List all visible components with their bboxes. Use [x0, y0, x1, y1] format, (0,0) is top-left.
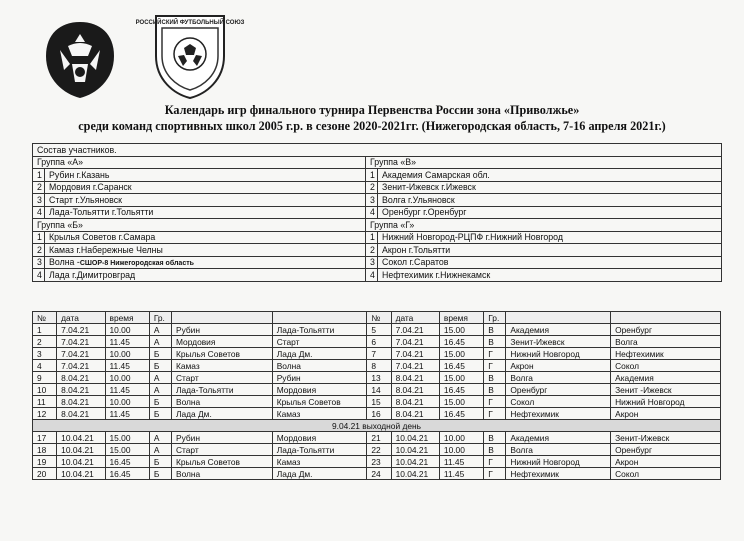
team-note: СШОР-8 Нижегородская область [79, 260, 194, 268]
schedule-cell: 10.04.21 [57, 432, 105, 444]
schedule-cell: В [484, 336, 506, 348]
schedule-cell: 10.04.21 [57, 468, 105, 480]
schedule-cell: В [484, 444, 506, 456]
schedule-cell: 8 [367, 360, 391, 372]
schedule-cell: Лада-Тольятти [171, 384, 272, 396]
schedule-cell: Нефтехимик [506, 408, 611, 420]
schedule-cell: Оренбург [611, 324, 721, 336]
emblem-text: РОССИЙСКИЙ ФУТБОЛЬНЫЙ СОЮЗ [135, 20, 245, 26]
schedule-cell: 10.00 [105, 348, 149, 360]
schedule-cell: Б [149, 408, 171, 420]
schedule-cell: Крылья Советов [171, 456, 272, 468]
team-name: Оренбург г.Оренбург [378, 206, 722, 219]
schedule-cell: 15.00 [439, 348, 483, 360]
team-name: Лада-Тольятти г.Тольятти [45, 206, 366, 219]
schedule-cell: 15.00 [105, 444, 149, 456]
schedule-cell: А [149, 372, 171, 384]
schedule-cell: Оренбург [506, 384, 611, 396]
schedule-cell: 8.04.21 [57, 372, 105, 384]
schedule-cell: 23 [367, 456, 391, 468]
schedule-cell: Мордовия [171, 336, 272, 348]
schedule-cell: 9 [33, 372, 57, 384]
schedule-row [33, 468, 721, 480]
schedule-cell: дата [57, 312, 105, 324]
schedule-cell: 15 [367, 396, 391, 408]
schedule-cell: 1 [33, 324, 57, 336]
schedule-cell: 16.45 [439, 408, 483, 420]
schedule-cell: Лада Дм. [171, 408, 272, 420]
football-union-emblem-icon [135, 6, 245, 100]
schedule-cell: 4 [33, 360, 57, 372]
schedule-cell: Сокол [611, 360, 721, 372]
schedule-cell: 16 [367, 408, 391, 420]
team-name: Старт г.Ульяновск [45, 194, 366, 207]
schedule-cell: Волга [506, 372, 611, 384]
schedule-cell: 7.04.21 [57, 348, 105, 360]
schedule-cell: Волна [171, 396, 272, 408]
schedule-row [33, 408, 721, 420]
schedule-table [32, 311, 721, 480]
schedule-row [33, 360, 721, 372]
team-name: Лада г.Димитровград [45, 269, 366, 282]
schedule-cell: А [149, 432, 171, 444]
schedule-cell: Г [484, 348, 506, 360]
schedule-cell: Крылья Советов [272, 396, 367, 408]
schedule-cell: 11.45 [439, 456, 483, 468]
team-name: Мордовия г.Саранск [45, 181, 366, 194]
schedule-cell: время [105, 312, 149, 324]
schedule-cell: 13 [367, 372, 391, 384]
schedule-row [33, 456, 721, 468]
schedule-cell: Сокол [611, 468, 721, 480]
schedule-cell: Зенит-Ижевск [506, 336, 611, 348]
team-name: Волга г.Ульяновск [378, 194, 722, 207]
schedule-cell: 8.04.21 [57, 408, 105, 420]
schedule-row [33, 396, 721, 408]
schedule-cell: 10.04.21 [57, 444, 105, 456]
team-name: Зенит-Ижевск г.Ижевск [378, 181, 722, 194]
schedule-cell: 19 [33, 456, 57, 468]
schedule-cell: 2 [33, 336, 57, 348]
schedule-cell: 16.45 [439, 384, 483, 396]
schedule-cell: 8.04.21 [391, 372, 439, 384]
schedule-row [33, 324, 721, 336]
schedule-row [33, 444, 721, 456]
team-name: Камаз г.Набережные Челны [45, 244, 366, 257]
team-cell [45, 256, 366, 269]
schedule-cell: 11 [33, 396, 57, 408]
schedule-cell [272, 312, 367, 324]
schedule-cell: В [484, 324, 506, 336]
participants-heading: Состав участников. [33, 144, 722, 157]
schedule-cell: 8.04.21 [57, 384, 105, 396]
schedule-cell: 6 [367, 336, 391, 348]
schedule-cell: 18 [33, 444, 57, 456]
schedule-cell: 10.00 [439, 444, 483, 456]
schedule-cell: Старт [171, 372, 272, 384]
schedule-cell: Рубин [272, 372, 367, 384]
schedule-cell [611, 312, 721, 324]
schedule-cell: Лада Дм. [272, 348, 367, 360]
schedule-cell: 7.04.21 [57, 360, 105, 372]
schedule-cell: 7.04.21 [391, 360, 439, 372]
schedule-cell: Нижний Новгород [506, 456, 611, 468]
schedule-cell: Сокол [506, 396, 611, 408]
schedule-cell: 11.45 [105, 384, 149, 396]
schedule-cell: 21 [367, 432, 391, 444]
schedule-cell: Академия [611, 372, 721, 384]
rest-day-row [33, 420, 721, 432]
schedule-cell: Старт [272, 336, 367, 348]
eagle-emblem-icon [42, 20, 118, 100]
schedule-cell: 14 [367, 384, 391, 396]
schedule-cell: 11.45 [439, 468, 483, 480]
schedule-cell: Академия [506, 432, 611, 444]
schedule-cell: Г [484, 396, 506, 408]
schedule-cell: 10.00 [105, 396, 149, 408]
schedule-cell: Б [149, 456, 171, 468]
schedule-cell: А [149, 324, 171, 336]
schedule-cell: 10.00 [105, 372, 149, 384]
schedule-cell: 16.45 [439, 336, 483, 348]
schedule-cell: 3 [33, 348, 57, 360]
schedule-cell: 7.04.21 [57, 336, 105, 348]
schedule-cell: 16.45 [439, 360, 483, 372]
schedule-cell: Камаз [171, 360, 272, 372]
schedule-cell: дата [391, 312, 439, 324]
schedule-cell: А [149, 444, 171, 456]
schedule-cell: 10 [33, 384, 57, 396]
schedule-cell: 11.45 [105, 336, 149, 348]
schedule-cell: Лада Дм. [272, 468, 367, 480]
schedule-cell: Зенит-Ижевск [611, 432, 721, 444]
schedule-row [33, 372, 721, 384]
schedule-cell: Б [149, 468, 171, 480]
schedule-cell: Волна [272, 360, 367, 372]
schedule-cell: Лада-Тольятти [272, 324, 367, 336]
schedule-cell: Мордовия [272, 432, 367, 444]
schedule-cell: 16.45 [105, 456, 149, 468]
schedule-row [33, 336, 721, 348]
schedule-header-row [33, 312, 721, 324]
schedule-cell: 10.04.21 [391, 456, 439, 468]
schedule-cell: 8.04.21 [391, 408, 439, 420]
team-name: Акрон г.Тольятти [378, 244, 722, 257]
schedule-cell: А [149, 336, 171, 348]
schedule-cell: 16.45 [105, 468, 149, 480]
schedule-cell: В [484, 372, 506, 384]
team-name: Рубин г.Казань [45, 169, 366, 182]
schedule-cell: 22 [367, 444, 391, 456]
rest-day-label: 9.04.21 выходной день [33, 420, 721, 432]
schedule-cell: 10.04.21 [57, 456, 105, 468]
schedule-cell: Г [484, 456, 506, 468]
schedule-cell: 15.00 [439, 372, 483, 384]
schedule-cell: 10.04.21 [391, 468, 439, 480]
schedule-cell: 20 [33, 468, 57, 480]
schedule-cell: Нижний Новгород [611, 396, 721, 408]
schedule-cell: Волга [611, 336, 721, 348]
group-g-title: Группа «Г» [366, 219, 722, 232]
group-a-title: Группа «А» [33, 156, 366, 169]
schedule-cell: 7.04.21 [391, 324, 439, 336]
team-name: Нефтехимик г.Нижнекамск [378, 269, 722, 282]
schedule-cell: Б [149, 360, 171, 372]
schedule-row [33, 348, 721, 360]
group-b-title: Группа «Б» [33, 219, 366, 232]
schedule-cell: Г [484, 468, 506, 480]
schedule-cell: 11.45 [105, 360, 149, 372]
schedule-cell: Акрон [611, 408, 721, 420]
schedule-cell: 15.00 [105, 432, 149, 444]
schedule-cell: В [484, 432, 506, 444]
page-subtitle: среди команд спортивных школ 2005 г.р. в сезоне 2020-2021гг. (Нижегородская область, 7-16 апреля 2021г.) [78, 119, 666, 133]
schedule-cell: 7.04.21 [391, 336, 439, 348]
schedule-cell: 10.00 [105, 324, 149, 336]
team-name: Академия Самарская обл. [378, 169, 722, 182]
schedule-cell: Г [484, 408, 506, 420]
schedule-cell: Нефтехимик [611, 348, 721, 360]
schedule-cell: время [439, 312, 483, 324]
schedule-cell: 12 [33, 408, 57, 420]
schedule-cell: Лада-Тольятти [272, 444, 367, 456]
schedule-cell: Мордовия [272, 384, 367, 396]
schedule-cell: 15.00 [439, 324, 483, 336]
schedule-cell: Зенит -Ижевск [611, 384, 721, 396]
schedule-cell: Старт [171, 444, 272, 456]
schedule-cell: Б [149, 396, 171, 408]
team-name: Волна - [49, 257, 80, 268]
schedule-cell: Акрон [506, 360, 611, 372]
schedule-cell: Волга [506, 444, 611, 456]
schedule-cell: № [33, 312, 57, 324]
schedule-cell: Рубин [171, 324, 272, 336]
schedule-cell: Камаз [272, 408, 367, 420]
schedule-cell: Г [484, 360, 506, 372]
schedule-cell: Волна [171, 468, 272, 480]
schedule-cell: Камаз [272, 456, 367, 468]
schedule-cell: Гр. [149, 312, 171, 324]
team-name: Нижний Новгород-РЦПФ г.Нижний Новгород [378, 231, 722, 244]
schedule-row [33, 432, 721, 444]
schedule-cell [506, 312, 611, 324]
schedule-cell: 7.04.21 [57, 324, 105, 336]
schedule-cell: Академия [506, 324, 611, 336]
schedule-cell: 8.04.21 [391, 384, 439, 396]
schedule-cell: 10.04.21 [391, 444, 439, 456]
schedule-cell: 7.04.21 [391, 348, 439, 360]
page-title: Календарь игр финального турнира Первенства России зона «Приволжье» [164, 103, 580, 117]
schedule-cell: 15.00 [439, 396, 483, 408]
schedule-cell: 24 [367, 468, 391, 480]
team-name: Сокол г.Саратов [378, 256, 722, 269]
schedule-cell: Нижний Новгород [506, 348, 611, 360]
schedule-cell: А [149, 384, 171, 396]
schedule-cell: Акрон [611, 456, 721, 468]
schedule-cell: № [367, 312, 391, 324]
schedule-cell: 5 [367, 324, 391, 336]
schedule-cell: Гр. [484, 312, 506, 324]
schedule-cell: Крылья Советов [171, 348, 272, 360]
schedule-cell [171, 312, 272, 324]
schedule-cell: Б [149, 348, 171, 360]
schedule-cell: В [484, 384, 506, 396]
schedule-cell: 8.04.21 [57, 396, 105, 408]
schedule-cell: 17 [33, 432, 57, 444]
schedule-row [33, 384, 721, 396]
team-name: Крылья Советов г.Самара [45, 231, 366, 244]
schedule-cell: 10.00 [439, 432, 483, 444]
group-v-title: Группа «В» [366, 156, 722, 169]
schedule-cell: 11.45 [105, 408, 149, 420]
schedule-cell: 7 [367, 348, 391, 360]
schedule-cell: Оренбург [611, 444, 721, 456]
schedule-cell: 8.04.21 [391, 396, 439, 408]
schedule-cell: 10.04.21 [391, 432, 439, 444]
schedule-cell: Нефтехимик [506, 468, 611, 480]
schedule-cell: Рубин [171, 432, 272, 444]
participants-table: Состав участников. Группа «А» Группа «В» 1 Рубин г.Казань 1 Академия Самарская обл. 2 Мордовия г.Саранск 2 Зенит-Ижевск г.Ижевск 3 Старт г.Ульяновск 3 Волга г.Ульяновск 4 Лада-Тольятти г.Тольятти 4 Оренбург г.Оренбург Группа «Б» Группа «Г» 1 Крылья Советов г.Самара 1 Нижний Новгород-РЦПФ г.Нижний Новгород 2 Камаз г.Набережные Челны 2 Акрон г.Тольятти 3 Волна -СШОР-8 Нижегородская область 3 Сокол г.Саратов 4 Лада г.Димитровград 4 Нефтехимик г.Нижнекамск [32, 143, 722, 282]
